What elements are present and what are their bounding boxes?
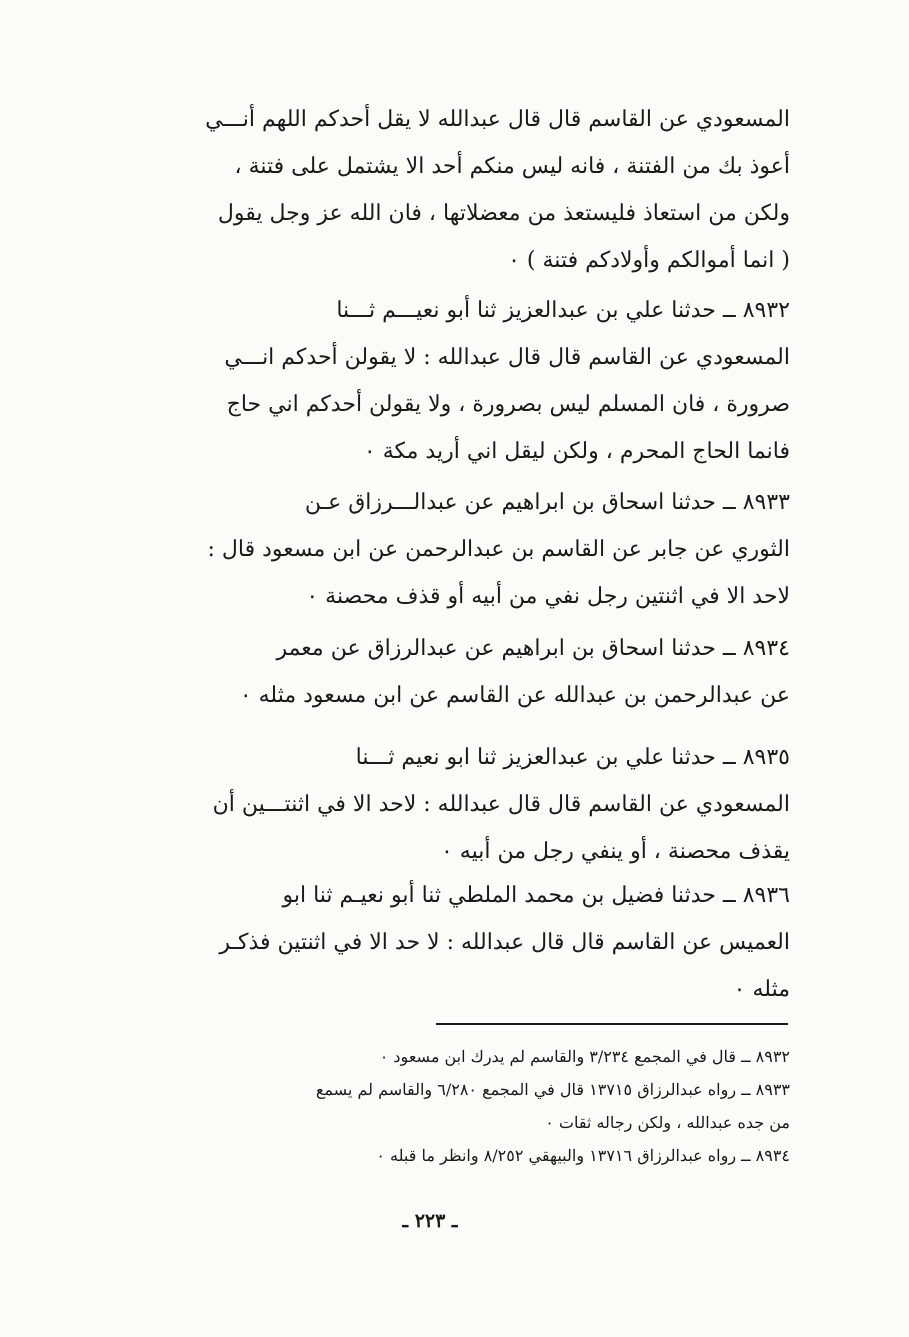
text-line: ولكن من استعاذ فليستعذ من معضلاتها ، فان الله عز وجل يقول bbox=[217, 201, 790, 226]
text-line: فانما الحاج المحرم ، ولكن ليقل اني أريد مكة ٠ bbox=[363, 439, 790, 464]
text-line: يقذف محصنة ، أو ينفي رجل من أبيه ٠ bbox=[440, 839, 790, 864]
text-line: المسعودي عن القاسم قال قال عبدالله : لا يقولن أحدكم انـــي bbox=[224, 345, 790, 370]
text-line: ( انما أموالكم وأولادكم فتنة ) ٠ bbox=[508, 248, 790, 273]
text-line: ٨٩٣٦ ــ حدثنا فضيل بن محمد الملطي ثنا أبو نعيـم ثنا ابو bbox=[282, 883, 790, 908]
footnote-line: ٨٩٣٢ ــ قال في المجمع ٣/٢٣٤ والقاسم لم يدرك ابن مسعود ٠ bbox=[379, 1047, 790, 1066]
main-text-block-1 bbox=[90, 96, 790, 284]
text-line: لاحد الا في اثنتين رجل نفي من أبيه أو قذف محصنة ٠ bbox=[306, 584, 790, 609]
hadith-8933 bbox=[90, 479, 790, 620]
text-line: المسعودي عن القاسم قال قال عبدالله : لاحد الا في اثنتـــين أن bbox=[212, 792, 790, 817]
text-line: عن عبدالرحمن بن عبدالله عن القاسم عن ابن مسعود مثله ٠ bbox=[239, 683, 790, 708]
text-line: المسعودي عن القاسم قال قال عبدالله لا يقل أحدكم اللهم أنـــي bbox=[205, 107, 790, 132]
text-line: ٨٩٣٤ ــ حدثنا اسحاق بن ابراهيم عن عبدالرزاق عن معمر bbox=[276, 636, 790, 661]
page-number: ـ ٢٢٣ ـ bbox=[402, 1210, 458, 1232]
text-line: صرورة ، فان المسلم ليس بصرورة ، ولا يقولن أحدكم اني حاج bbox=[226, 392, 790, 417]
footnote-line: ٨٩٣٤ ــ رواه عبدالرزاق ١٣٧١٦ والبيهقي ٨/٢٥٢ وانظر ما قبله ٠ bbox=[376, 1146, 790, 1165]
text-line: ٨٩٣٣ ــ حدثنا اسحاق بن ابراهيم عن عبدالـــرزاق عـن bbox=[304, 490, 790, 515]
hadith-8936 bbox=[90, 872, 790, 1013]
hadith-8934 bbox=[90, 625, 790, 719]
text-line: العميس عن القاسم قال قال عبدالله : لا حد الا في اثنتين فذكـر bbox=[219, 930, 790, 955]
footnote-divider bbox=[436, 1023, 788, 1025]
text-line: الثوري عن جابر عن القاسم بن عبدالرحمن عن ابن مسعود قال : bbox=[207, 537, 790, 562]
hadith-8935 bbox=[90, 734, 790, 875]
footnote-line: من جده عبدالله ، ولكن رجاله ثقات ٠ bbox=[545, 1113, 790, 1132]
text-line: أعوذ بك من الفتنة ، فانه ليس منكم أحد الا يشتمل على فتنة ، bbox=[234, 154, 790, 179]
text-line: ٨٩٣٢ ــ حدثنا علي بن عبدالعزيز ثنا أبو نعيـــم ثـــنا bbox=[336, 298, 790, 323]
footnotes bbox=[88, 1040, 790, 1172]
text-line: مثله ٠ bbox=[733, 977, 790, 1002]
text-line: ٨٩٣٥ ــ حدثنا علي بن عبدالعزيز ثنا ابو نعيم ثـــنا bbox=[355, 745, 790, 770]
footnote-line: ٨٩٣٣ ــ رواه عبدالرزاق ١٣٧١٥ قال في المجمع ٦/٢٨٠ والقاسم لم يسمع bbox=[315, 1080, 790, 1099]
hadith-8932 bbox=[90, 287, 790, 475]
